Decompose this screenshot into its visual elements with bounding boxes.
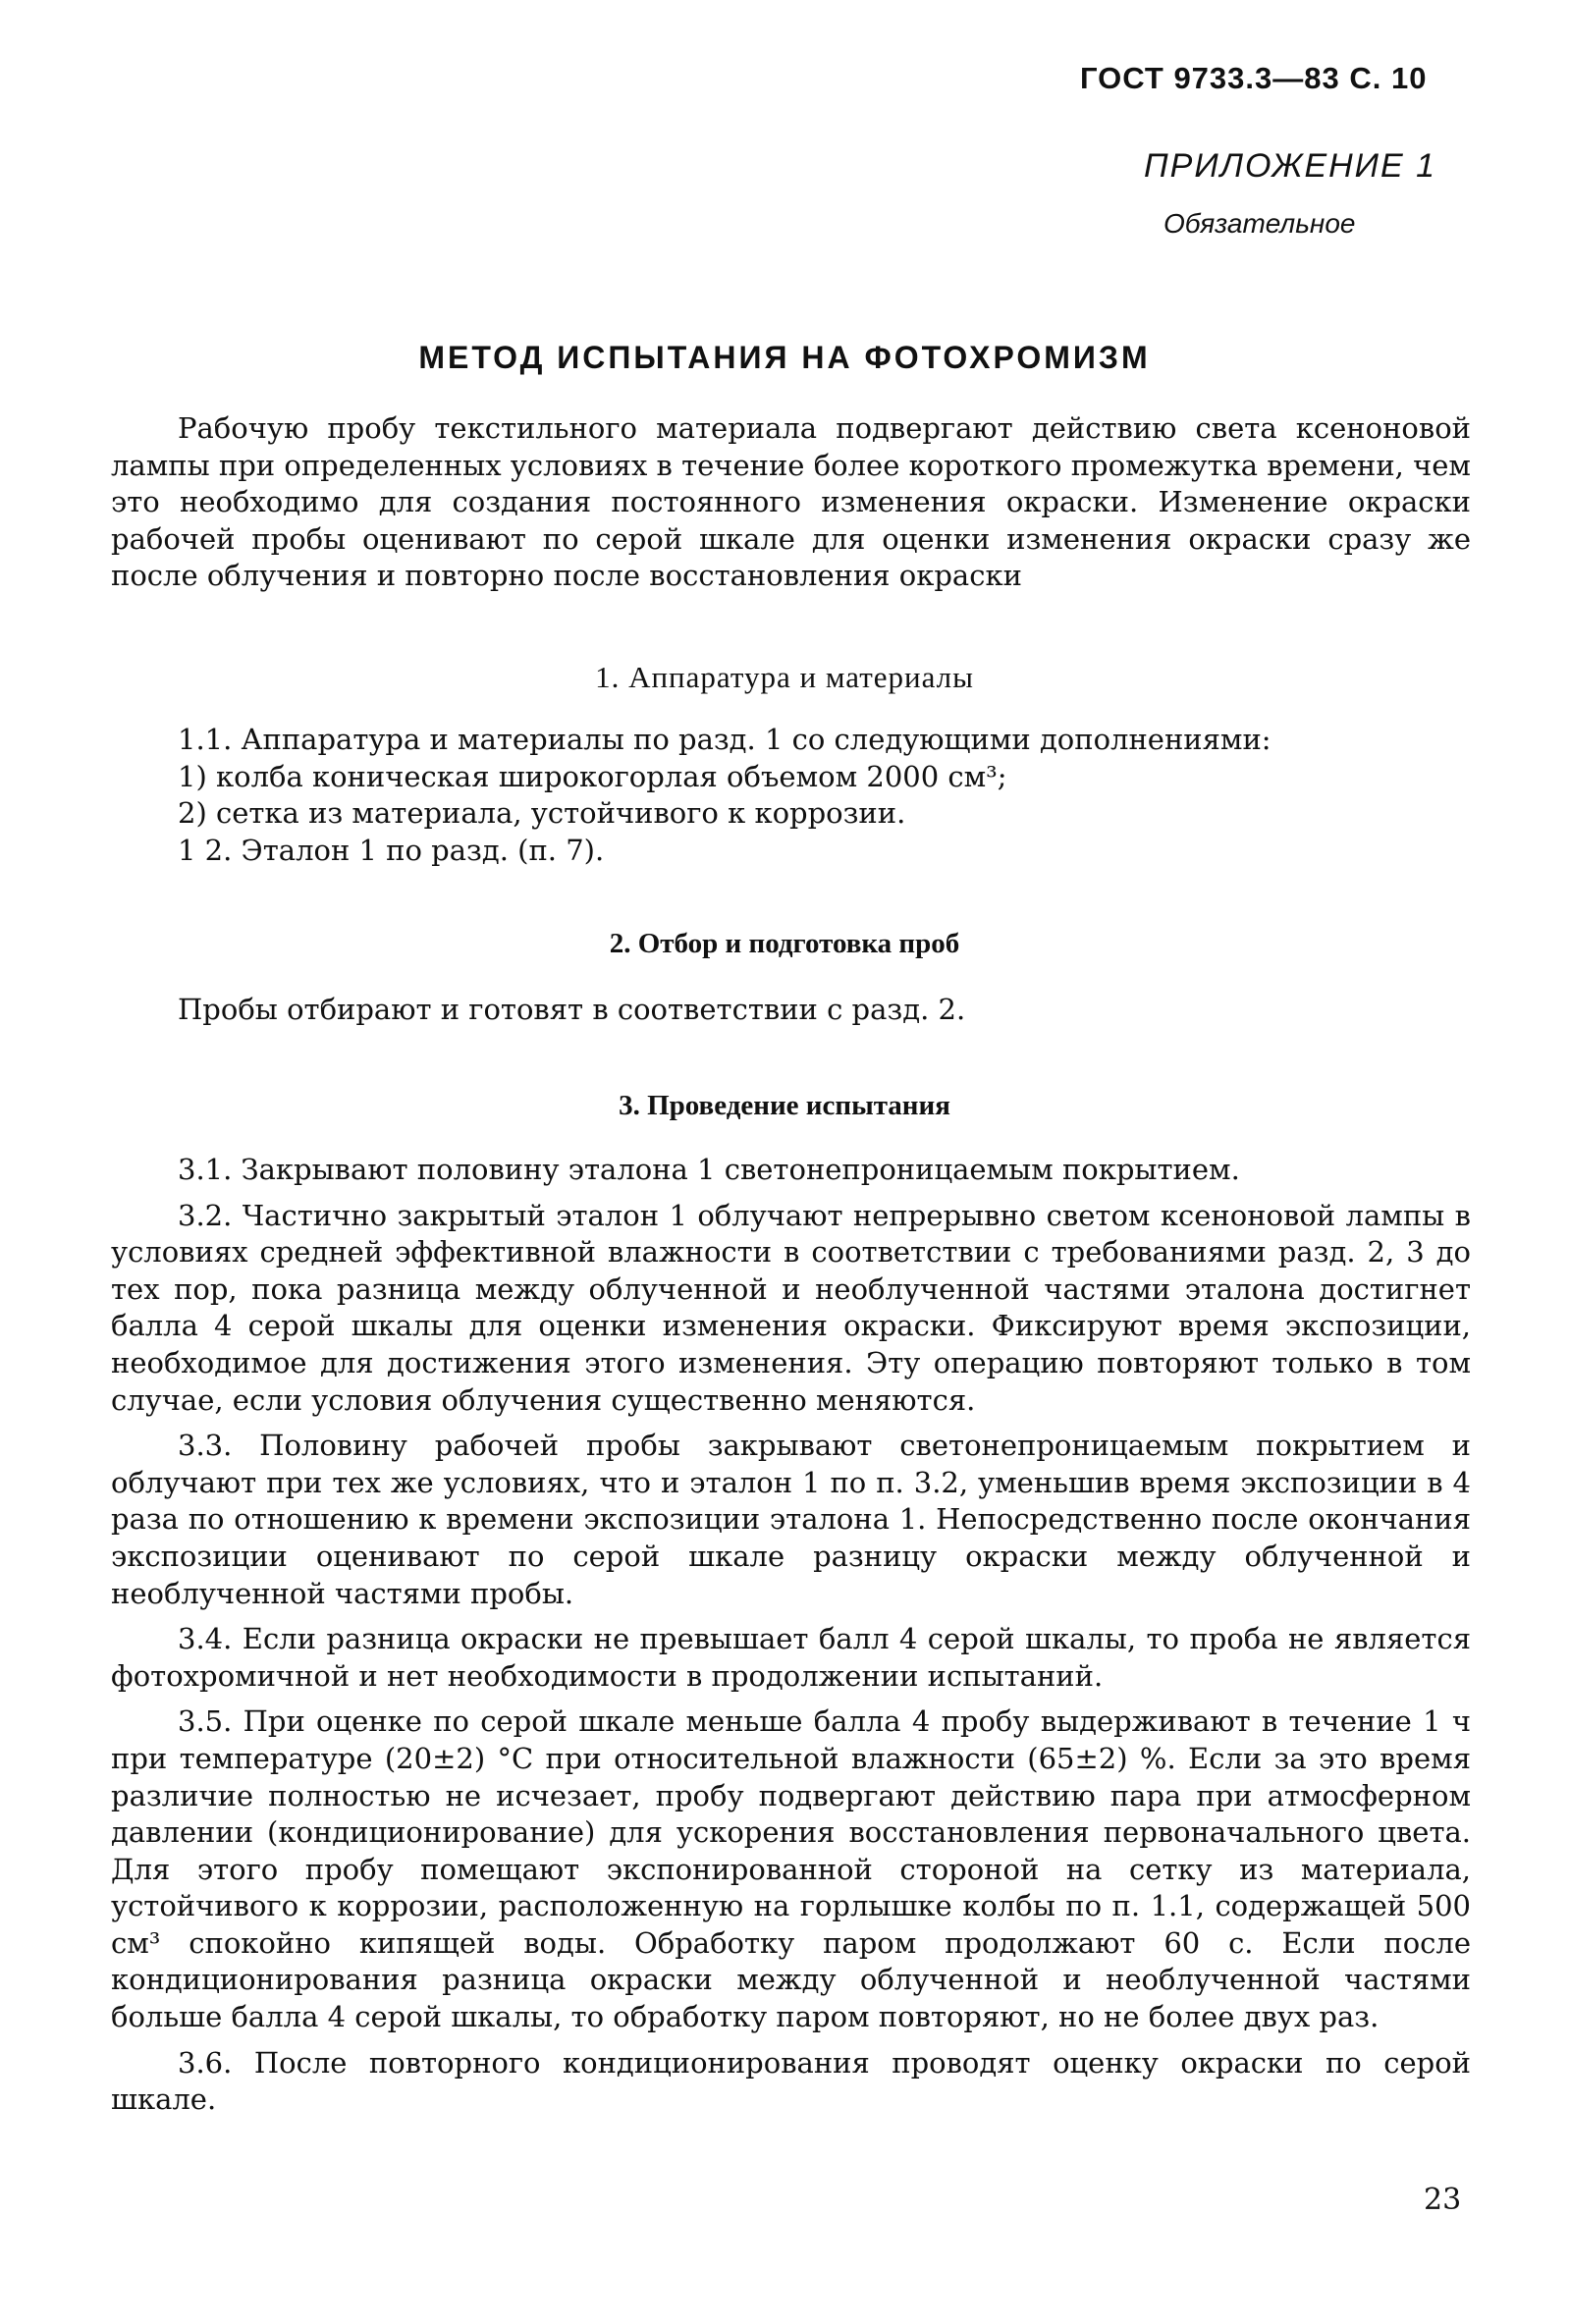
- appendix-subtitle: Обязательное: [1163, 208, 1356, 239]
- section-3-heading: 3. Проведение испытания: [619, 1090, 950, 1121]
- list-item: 1.1. Аппаратура и материалы по разд. 1 со следующими дополнениями:: [178, 723, 1271, 756]
- list-item: 1) колба коническая широкогорлая объемом 2000 см³;: [178, 759, 1007, 793]
- section-1-heading: 1. Аппаратура и материалы: [595, 660, 974, 694]
- list-item: 2) сетка из материала, устойчивого к коррозии.: [178, 796, 906, 831]
- page-title: МЕТОД ИСПЫТАНИЯ НА ФОТОХРОМИЗМ: [418, 340, 1151, 375]
- paragraph-3-3: 3.3. Половину рабочей пробы закрывают светонепроницаемым покрытием и облучают при тех же условиях, что и эталон 1 по п. 3.2, уменьшив время экспозиции в 4 раза по отношению к времени экспозиции эталона 1. Непосредственно после окончания экспозиции оценивают по серой шкале разницу окраски между облученной и необлученной частями пробы.: [111, 1429, 1471, 1610]
- paragraph-3-6: 3.6. После повторного кондиционирования проводят оценку окраски по серой шкале.: [111, 2045, 1471, 2117]
- intro-paragraph: [111, 410, 1471, 595]
- page-number: 23: [1424, 2183, 1462, 2217]
- document-reference: ГОСТ 9733.3—83 С. 10: [1080, 61, 1428, 95]
- intro-text: Рабочую пробу текстильного материала подвергают действию света ксеноновой лампы при определенных условиях в течение более короткого промежутка времени, чем это необходимо для создания постоянного изменения окраски. Изменение окраски рабочей пробы оценивают по серой шкале для оценки изменения окраски сразу же после облучения и повторно после восстановления окраски: [111, 411, 1471, 593]
- paragraph-3-5: 3.5. При оценке по серой шкале меньше балла 4 пробу выдерживают в течение 1 ч при температуре (20±2) °С при относительной влажности (65±2) %. Если за это время различие полностью не исчезает, пробу подвергают действию пара при атмосферном давлении (кондиционирование) для ускорения восстановления первоначального цвета. Для этого пробу помещают экспонированной стороной на сетку из материала, устойчивого к коррозии, расположенную на горлышке колбы по п. 1.1, содержащей 500 см³ спокойно кипящей воды. Обработку паром продолжают 60 с. Если после кондиционирования разница окраски между облученной и необлученной частями больше балла 4 серой шкалы, то обработку паром повторяют, но не более двух раз.: [111, 1704, 1471, 2034]
- paragraph-3-1: 3.1. Закрывают половину эталона 1 светонепроницаемым покрытием.: [178, 1153, 1240, 1186]
- section-2-body: [111, 992, 1471, 1029]
- paragraph-3-2: 3.2. Частично закрытый эталон 1 облучают непрерывно светом ксеноновой лампы в условиях средней эффективной влажности в соответствии с требованиями разд. 2, 3 до тех пор, пока разница между облученной и необлученной частями эталона достигнет балла 4 серой шкалы для оценки изменения окраски. Фиксируют время экспозиции, необходимое для достижения этого изменения. Эту операцию повторяют только в том случае, если условия облучения существенно меняются.: [111, 1198, 1471, 1417]
- section-1-list: [111, 722, 1471, 869]
- section-2-heading: 2. Отбор и подготовка проб: [609, 928, 960, 959]
- appendix-title: ПРИЛОЖЕНИЕ 1: [1144, 147, 1437, 185]
- paragraph-3-4: 3.4. Если разница окраски не превышает балл 4 серой шкалы, то проба не является фотохромичной и нет необходимости в продолжении испытаний.: [111, 1622, 1471, 1693]
- section-2-text: Пробы отбирают и готовят в соответствии с разд. 2.: [178, 993, 966, 1026]
- list-item: 1 2. Эталон 1 по разд. (п. 7).: [178, 833, 605, 867]
- section-3-body: [111, 1152, 1471, 2128]
